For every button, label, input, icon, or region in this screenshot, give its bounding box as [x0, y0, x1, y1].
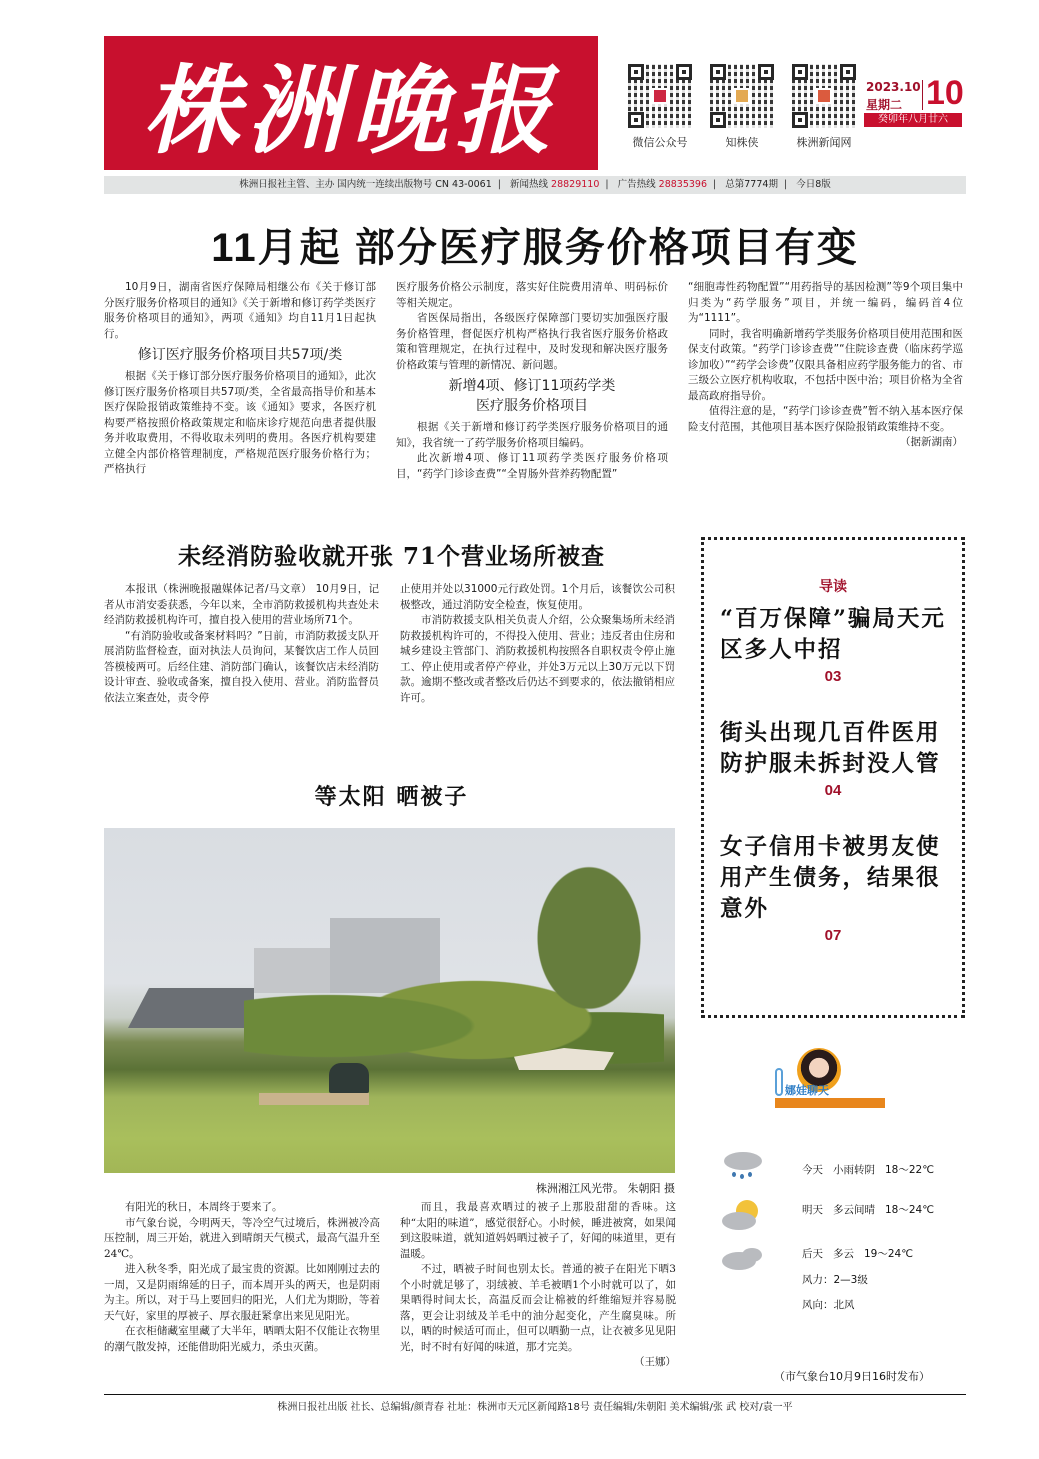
qr-code-group — [628, 64, 856, 150]
weather-logo-text: 娜娃聊天 — [785, 1084, 829, 1097]
rain-cloud-icon — [722, 1150, 764, 1182]
qr-label: 知株侠 — [725, 136, 759, 149]
subheading: 医疗服务价格项目 — [476, 398, 588, 414]
paragraph: 根据《关于修订部分医疗服务价格项目的通知》，此次修订医疗服务价格项目共57项/类，全省最高指导价和基本医疗保险报销政策维持不变。该《通知》要求，各医疗机构要严格按照价格政策规定和临床诊疗规范向患者提供服务并收取费用，不得收取未列明的费用。各医疗机构要建立健全内部价格管理制度，严格规范医疗服务价格行为；严格执行 — [104, 370, 376, 475]
divider — [922, 80, 923, 110]
paragraph: 根据《关于新增和修订药学类医疗服务价格项目的通知》，我省统一了药学服务价格项目编码。 — [396, 421, 668, 449]
photo-story-column-1 — [104, 1200, 380, 1355]
qr-label: 微信公众号 — [632, 136, 688, 149]
paragraph: 市气象台说，今明两天，等冷空气过境后，株洲被冷高压控制，周三开始，就进入到晴朗天气模式，最高气温升至24℃。 — [104, 1216, 380, 1260]
paragraph: 在衣柜储藏室里藏了大半年，晒晒太阳不仅能让衣物里的潮气散发掉，还能借助阳光威力，杀虫灭菌。 — [104, 1325, 380, 1353]
news-hotline: 28829110 — [551, 179, 600, 190]
guide-item-headline[interactable]: “百万保障”骗局天元区多人中招 — [720, 606, 946, 663]
story2-headline: 未经消防验收就开张 71个营业场所被查 — [177, 543, 605, 570]
qr-zhizhuxia[interactable] — [710, 64, 774, 150]
lead-column-3 — [688, 280, 963, 451]
weather-row-day-after: 后天 多云 19～24℃ — [802, 1248, 914, 1260]
paragraph: 省医保局指出，各级医疗保障部门要切实加强医疗服务价格管理，督促医疗机构严格执行我省医疗服务价格政策和管理规定，在执行过程中，及时发现和解决医疗服务价格政策与管理的新情况、新问题。 — [396, 312, 668, 371]
paragraph: 10月9日，湖南省医疗保障局相继公布《关于修订部分医疗服务价格项目的通知》《关于新增和修订药学类医疗服务价格项目的通知》，两项《通知》均自11月1日起执行。 — [104, 281, 376, 340]
qr-code-icon — [710, 64, 774, 128]
qr-label: 株洲新闻网 — [796, 136, 852, 149]
page-count: 今日8版 — [796, 179, 831, 190]
guide-item-headline[interactable]: 街头出现几百件医用防护服未拆封没人管 — [720, 720, 941, 777]
thermometer-icon — [775, 1068, 783, 1096]
paragraph: 此次新增4项、修订11项药学类医疗服务价格项目，“药学门诊诊查费”“全胃肠外营养药物配置” — [396, 452, 668, 480]
qr-code-icon — [792, 64, 856, 128]
masthead — [104, 36, 598, 170]
paragraph: 有阳光的秋日，本周终于要来了。 — [125, 1201, 283, 1213]
photo-story-headline: 等太阳 晒被子 — [314, 784, 469, 810]
weather-row-today: 今天 小雨转阴 18～22℃ — [802, 1164, 935, 1176]
photo-story-column-2 — [400, 1200, 676, 1371]
weather-row-tomorrow: 明天 多云间晴 18～24℃ — [802, 1204, 935, 1216]
guide-box — [701, 537, 965, 1018]
paragraph: “有消防验收或备案材料吗？”日前，市消防救援支队开展消防监督检查，面对执法人员询问，某餐饮店工作人员回答模棱两可。后经住建、消防部门确认，该餐饮店未经消防设计审查、验收或备案，擅自投入使用、营业。消防监督员依法立案查处，责令停 — [104, 629, 379, 704]
paragraph: 本报讯（株洲晚报融媒体记者/马文章） 10月9日，记者从市消安委获悉，今年以来，全市消防救援机构共查处未经消防救援机构许可，擅自投入使用的营业场所71个。 — [104, 583, 379, 626]
paragraph: 同时，我省明确新增药学类服务价格项目使用范围和医保支付政策。“药学门诊诊查费”“住院诊查费（临床药学巡诊加收）”“药学会诊费”仅限具备相应药学服务能力的省、市三级公立医疗机构收取，不包括中医中治；项目价格为全省最高政府指导价。 — [688, 327, 963, 402]
issue-number: 总第7774期 — [725, 179, 778, 190]
lead-headline: 11月起 部分医疗服务价格项目有变 — [211, 226, 859, 270]
paragraph: 止使用并处以31000元行政处罚。1个月后，该餐饮公司积极整改，通过消防安全检查，恢复使用。 — [400, 583, 675, 611]
paragraph: 医疗服务价格公示制度，落实好住院费用清单、明码标价等相关规定。 — [396, 281, 668, 309]
newspaper-logo: 株洲晚报 — [143, 53, 559, 167]
date-lunar: 癸卯年八月廿六 — [864, 113, 962, 127]
source-credit: （据新湖南） — [900, 436, 963, 448]
lead-column-2 — [396, 280, 668, 482]
news-hotline-label: 新闻热线 — [509, 179, 548, 190]
qr-code-icon — [628, 64, 692, 128]
publisher-info: 株洲日报社主管、主办 国内统一连续出版物号 CN 43-0061 — [239, 179, 492, 190]
guide-item-headline[interactable]: 女子信用卡被男友使用产生债务，结果很意外 — [720, 834, 941, 922]
date-year-month: 2023.10 — [866, 80, 921, 94]
paragraph: 而且，我最喜欢晒过的被子上那股甜甜的香味。这种“太阳的味道”，感觉很舒心。小时候，睡进被窝，如果闻到这股味道，就知道妈妈晒过被子了，好闻的味道里，更有温暖。 — [400, 1201, 676, 1260]
ad-hotline-label: 广告热线 — [617, 179, 656, 190]
paragraph: “细胞毒性药物配置”“用药指导的基因检测”等9个项目集中归类为“药学服务”项目，并统一编码，编码首4位为“1111”。 — [688, 281, 963, 324]
guide-item-page: 03 — [824, 668, 842, 685]
guide-item-page: 07 — [824, 927, 842, 944]
lead-column-1 — [104, 280, 376, 478]
subheading: 新增4项、修订11项药学类 — [448, 378, 616, 394]
paragraph: 市消防救援支队相关负责人介绍，公众聚集场所未经消防救援机构许可的，不得投入使用、营业；违反者由住房和城乡建设主管部门、消防救援机构按照各自职权责令停止施工、停止使用或者停产停业，并处3万元以上30万元以下罚款。逾期不整改或者整改后仍达不到要求的，依法撤销相应许可。 — [400, 614, 675, 704]
logo-band — [775, 1098, 885, 1108]
date-day: 10 — [926, 74, 964, 112]
subheading: 修订医疗服务价格项目共57项/类 — [137, 347, 343, 363]
paragraph: 进入秋冬季，阳光成了最宝贵的资源。比如刚刚过去的一周，又是阴雨绵延的日子，而本周开头的两天，也是阴雨为主。所以，对于马上要回归的阳光，人们尤为期盼，等着天气好，家里的厚被子、厚衣服赶紧拿出来见见阳光。 — [104, 1263, 380, 1322]
info-bar: 株洲日报社主管、主办 国内统一连续出版物号 CN 43-0061 | 新闻热线 28829110 | 广告热线 28835396 | 总第7774期 | 今日8版 — [104, 176, 966, 194]
guide-title: 导读 — [819, 579, 847, 595]
ad-hotline: 28835396 — [658, 179, 708, 190]
date-weekday: 星期二 — [866, 98, 903, 112]
wind-direction: 风向：北风 — [802, 1299, 855, 1311]
footer-credits: 株洲日报社出版 社长、总编辑/颜青春 社址：株洲市天元区新闻路18号 责任编辑/朱朝阳 美术编辑/张 武 校对/袁一平 — [277, 1402, 793, 1413]
qr-wechat[interactable] — [628, 64, 692, 150]
story2-column-1 — [104, 582, 379, 706]
guide-item-page: 04 — [824, 782, 842, 799]
cloud-icon — [722, 1248, 764, 1280]
paragraph: 不过，晒被子时间也别太长。普通的被子在阳光下晒3个小时就足够了，羽绒被、羊毛被晒1个小时就可以了，如果晒得时间太长，高温反而会让棉被的纤维缩短并容易脱落，更会让羽绒及羊毛中的油分起变化，产生腐臭味。所以，晒的时候适可而止，但可以晒勤一点，让衣被多见见阳光，时不时有好闻的味道，那才完美。 — [400, 1263, 676, 1353]
source-credit: （王娜） — [634, 1356, 676, 1368]
wind-force: 风力：2—3级 — [802, 1274, 868, 1286]
sun-cloud-icon — [722, 1200, 764, 1232]
divider — [104, 1394, 966, 1395]
paragraph: 值得注意的是，“药学门诊诊查费”暂不纳入基本医疗保险支付范围，其他项目基本医疗保险报销政策维持不变。 — [688, 405, 963, 433]
photo-caption: 株洲湘江风光带。 朱朝阳 摄 — [536, 1182, 675, 1195]
story2-column-2 — [400, 582, 675, 706]
weather-note: （市气象台10月9日16时发布） — [774, 1370, 930, 1383]
weather-column-logo — [775, 1048, 885, 1113]
park-photo — [104, 828, 675, 1173]
qr-news-site[interactable] — [792, 64, 856, 150]
